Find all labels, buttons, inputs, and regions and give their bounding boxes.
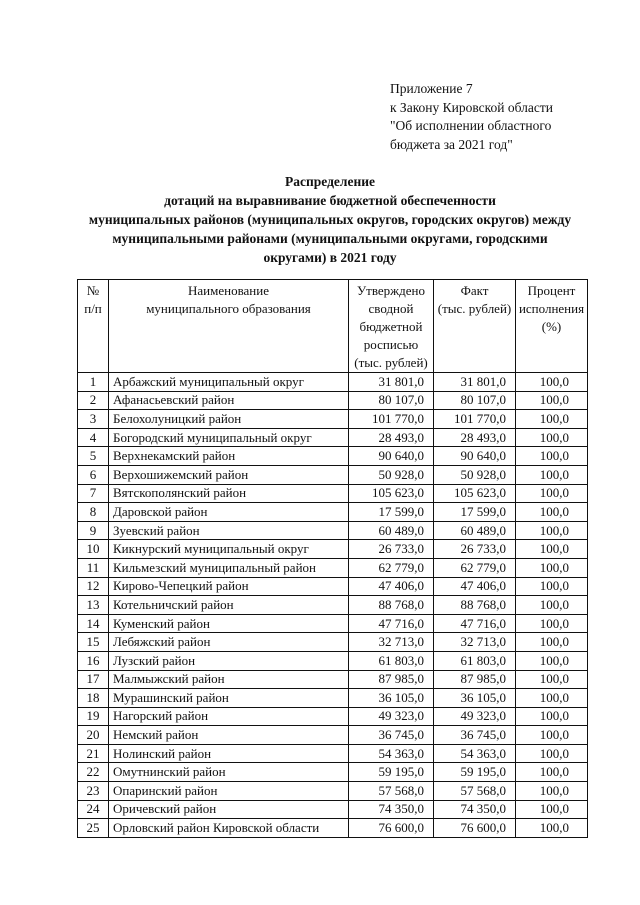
cell-number: 13 — [78, 596, 109, 615]
cell-percent: 100,0 — [516, 596, 588, 615]
cell-percent: 100,0 — [516, 744, 588, 763]
cell-municipality: Нагорский район — [109, 707, 349, 726]
cell-percent: 100,0 — [516, 577, 588, 596]
appendix-note — [390, 80, 553, 154]
cell-approved: 57 568,0 — [349, 782, 434, 801]
header-percent-line: (%) — [541, 319, 562, 334]
cell-percent: 100,0 — [516, 410, 588, 429]
cell-actual: 74 350,0 — [434, 800, 516, 819]
cell-approved: 54 363,0 — [349, 744, 434, 763]
table-row — [78, 763, 588, 782]
cell-number: 19 — [78, 707, 109, 726]
cell-number: 11 — [78, 558, 109, 577]
cell-actual: 105 623,0 — [434, 484, 516, 503]
cell-actual: 88 768,0 — [434, 596, 516, 615]
cell-municipality: Кильмезский муниципальный район — [109, 558, 349, 577]
cell-actual: 54 363,0 — [434, 744, 516, 763]
cell-approved: 101 770,0 — [349, 410, 434, 429]
cell-number: 9 — [78, 521, 109, 540]
table-row — [78, 373, 588, 392]
cell-approved: 87 985,0 — [349, 670, 434, 689]
table-row — [78, 726, 588, 745]
cell-approved: 60 489,0 — [349, 521, 434, 540]
header-fact-line: Факт — [460, 283, 489, 298]
table-row — [78, 689, 588, 708]
header-name-line: муниципального образования — [146, 301, 311, 316]
table-row — [78, 819, 588, 838]
table-header-row — [78, 280, 588, 373]
cell-number: 18 — [78, 689, 109, 708]
cell-municipality: Опаринский район — [109, 782, 349, 801]
table-body — [78, 373, 588, 838]
cell-number: 8 — [78, 503, 109, 522]
cell-percent: 100,0 — [516, 428, 588, 447]
table-row — [78, 577, 588, 596]
cell-approved: 36 105,0 — [349, 689, 434, 708]
cell-percent: 100,0 — [516, 633, 588, 652]
table-row — [78, 651, 588, 670]
cell-actual: 47 716,0 — [434, 614, 516, 633]
cell-actual: 50 928,0 — [434, 465, 516, 484]
cell-actual: 60 489,0 — [434, 521, 516, 540]
header-percent-line: Процент — [527, 283, 576, 298]
table-row — [78, 447, 588, 466]
cell-actual: 28 493,0 — [434, 428, 516, 447]
cell-municipality: Кикнурский муниципальный округ — [109, 540, 349, 559]
cell-approved: 28 493,0 — [349, 428, 434, 447]
cell-actual: 36 105,0 — [434, 689, 516, 708]
cell-municipality: Верхнекамский район — [109, 447, 349, 466]
header-percent — [516, 280, 588, 373]
appendix-line: бюджета за 2021 год" — [390, 136, 513, 152]
cell-municipality: Немский район — [109, 726, 349, 745]
cell-approved: 26 733,0 — [349, 540, 434, 559]
table-row — [78, 670, 588, 689]
cell-municipality: Нолинский район — [109, 744, 349, 763]
table-row — [78, 428, 588, 447]
title-line: дотаций на выравнивание бюджетной обеспеченности — [164, 193, 496, 208]
table-row — [78, 782, 588, 801]
cell-percent: 100,0 — [516, 465, 588, 484]
cell-municipality: Малмыжский район — [109, 670, 349, 689]
cell-municipality: Лузский район — [109, 651, 349, 670]
header-plan — [349, 280, 434, 373]
table-row — [78, 465, 588, 484]
cell-percent: 100,0 — [516, 707, 588, 726]
table-row — [78, 521, 588, 540]
cell-actual: 47 406,0 — [434, 577, 516, 596]
cell-approved: 49 323,0 — [349, 707, 434, 726]
cell-number: 6 — [78, 465, 109, 484]
subsidy-table — [77, 279, 588, 838]
cell-percent: 100,0 — [516, 540, 588, 559]
header-plan-line: (тыс. рублей) — [354, 355, 428, 370]
cell-actual: 80 107,0 — [434, 391, 516, 410]
cell-percent: 100,0 — [516, 726, 588, 745]
cell-approved: 47 406,0 — [349, 577, 434, 596]
title-line: Распределение — [284, 174, 376, 189]
header-plan-line: Утверждено — [356, 283, 426, 298]
cell-number: 21 — [78, 744, 109, 763]
cell-municipality: Кирово-Чепецкий район — [109, 577, 349, 596]
header-num — [78, 280, 109, 373]
cell-actual: 57 568,0 — [434, 782, 516, 801]
cell-actual: 101 770,0 — [434, 410, 516, 429]
cell-municipality: Богородский муниципальный округ — [109, 428, 349, 447]
cell-municipality: Вятскополянский район — [109, 484, 349, 503]
cell-number: 4 — [78, 428, 109, 447]
cell-percent: 100,0 — [516, 763, 588, 782]
cell-approved: 59 195,0 — [349, 763, 434, 782]
header-fact — [434, 280, 516, 373]
table-row — [78, 558, 588, 577]
cell-actual: 36 745,0 — [434, 726, 516, 745]
cell-actual: 76 600,0 — [434, 819, 516, 838]
cell-approved: 105 623,0 — [349, 484, 434, 503]
title-line: муниципальными районами (муниципальными округами, городскими — [112, 231, 548, 246]
cell-approved: 76 600,0 — [349, 819, 434, 838]
cell-percent: 100,0 — [516, 558, 588, 577]
table-row — [78, 391, 588, 410]
cell-municipality: Белохолуницкий район — [109, 410, 349, 429]
appendix-line: к Закону Кировской области — [390, 99, 554, 115]
cell-approved: 90 640,0 — [349, 447, 434, 466]
cell-percent: 100,0 — [516, 484, 588, 503]
cell-approved: 80 107,0 — [349, 391, 434, 410]
cell-number: 22 — [78, 763, 109, 782]
cell-percent: 100,0 — [516, 614, 588, 633]
cell-actual: 87 985,0 — [434, 670, 516, 689]
table-row — [78, 614, 588, 633]
cell-approved: 88 768,0 — [349, 596, 434, 615]
cell-percent: 100,0 — [516, 782, 588, 801]
header-fact-line: (тыс. рублей) — [437, 301, 512, 316]
table-row — [78, 707, 588, 726]
cell-approved: 74 350,0 — [349, 800, 434, 819]
cell-municipality: Зуевский район — [109, 521, 349, 540]
cell-actual: 90 640,0 — [434, 447, 516, 466]
cell-percent: 100,0 — [516, 373, 588, 392]
header-num-line: п/п — [84, 301, 102, 316]
table-row — [78, 596, 588, 615]
cell-percent: 100,0 — [516, 689, 588, 708]
cell-actual: 17 599,0 — [434, 503, 516, 522]
cell-percent: 100,0 — [516, 521, 588, 540]
cell-approved: 61 803,0 — [349, 651, 434, 670]
cell-municipality: Омутнинский район — [109, 763, 349, 782]
cell-municipality: Лебяжский район — [109, 633, 349, 652]
cell-number: 2 — [78, 391, 109, 410]
cell-number: 23 — [78, 782, 109, 801]
cell-approved: 47 716,0 — [349, 614, 434, 633]
table-row — [78, 744, 588, 763]
table-row — [78, 484, 588, 503]
cell-municipality: Даровской район — [109, 503, 349, 522]
cell-municipality: Котельничский район — [109, 596, 349, 615]
header-percent-line: исполнения — [518, 301, 585, 316]
table-row — [78, 503, 588, 522]
cell-number: 10 — [78, 540, 109, 559]
title-line: муниципальных районов (муниципальных округов, городских округов) между — [88, 212, 572, 227]
header-name — [109, 280, 349, 373]
cell-municipality: Афанасьевский район — [109, 391, 349, 410]
cell-actual: 62 779,0 — [434, 558, 516, 577]
cell-number: 3 — [78, 410, 109, 429]
cell-number: 16 — [78, 651, 109, 670]
cell-municipality: Оричевский район — [109, 800, 349, 819]
cell-percent: 100,0 — [516, 391, 588, 410]
cell-percent: 100,0 — [516, 503, 588, 522]
cell-percent: 100,0 — [516, 819, 588, 838]
document-title — [40, 172, 620, 267]
cell-percent: 100,0 — [516, 800, 588, 819]
cell-approved: 62 779,0 — [349, 558, 434, 577]
cell-municipality: Мурашинский район — [109, 689, 349, 708]
title-line: округами) в 2021 году — [263, 250, 397, 265]
cell-percent: 100,0 — [516, 670, 588, 689]
cell-actual: 59 195,0 — [434, 763, 516, 782]
cell-actual: 31 801,0 — [434, 373, 516, 392]
cell-approved: 17 599,0 — [349, 503, 434, 522]
appendix-line: "Об исполнении областного — [390, 118, 552, 133]
cell-approved: 50 928,0 — [349, 465, 434, 484]
cell-municipality: Верхошижемский район — [109, 465, 349, 484]
cell-percent: 100,0 — [516, 447, 588, 466]
table-row — [78, 540, 588, 559]
header-name-line: Наименование — [188, 283, 269, 298]
table-row — [78, 800, 588, 819]
cell-number: 20 — [78, 726, 109, 745]
cell-approved: 36 745,0 — [349, 726, 434, 745]
cell-municipality: Арбажский муниципальный округ — [109, 373, 349, 392]
cell-number: 17 — [78, 670, 109, 689]
cell-municipality: Орловский район Кировской области — [109, 819, 349, 838]
appendix-line: Приложение 7 — [390, 81, 473, 96]
cell-number: 1 — [78, 373, 109, 392]
header-plan-line: росписью — [363, 337, 419, 352]
header-plan-line: бюджетной — [359, 319, 423, 334]
cell-approved: 32 713,0 — [349, 633, 434, 652]
cell-number: 7 — [78, 484, 109, 503]
cell-percent: 100,0 — [516, 651, 588, 670]
header-num-line: № — [86, 283, 100, 298]
cell-number: 24 — [78, 800, 109, 819]
cell-number: 5 — [78, 447, 109, 466]
cell-number: 15 — [78, 633, 109, 652]
cell-actual: 61 803,0 — [434, 651, 516, 670]
cell-actual: 49 323,0 — [434, 707, 516, 726]
cell-number: 25 — [78, 819, 109, 838]
cell-actual: 26 733,0 — [434, 540, 516, 559]
cell-approved: 31 801,0 — [349, 373, 434, 392]
header-plan-line: сводной — [368, 301, 414, 316]
table-row — [78, 410, 588, 429]
cell-municipality: Куменский район — [109, 614, 349, 633]
cell-actual: 32 713,0 — [434, 633, 516, 652]
table-row — [78, 633, 588, 652]
cell-number: 14 — [78, 614, 109, 633]
cell-number: 12 — [78, 577, 109, 596]
